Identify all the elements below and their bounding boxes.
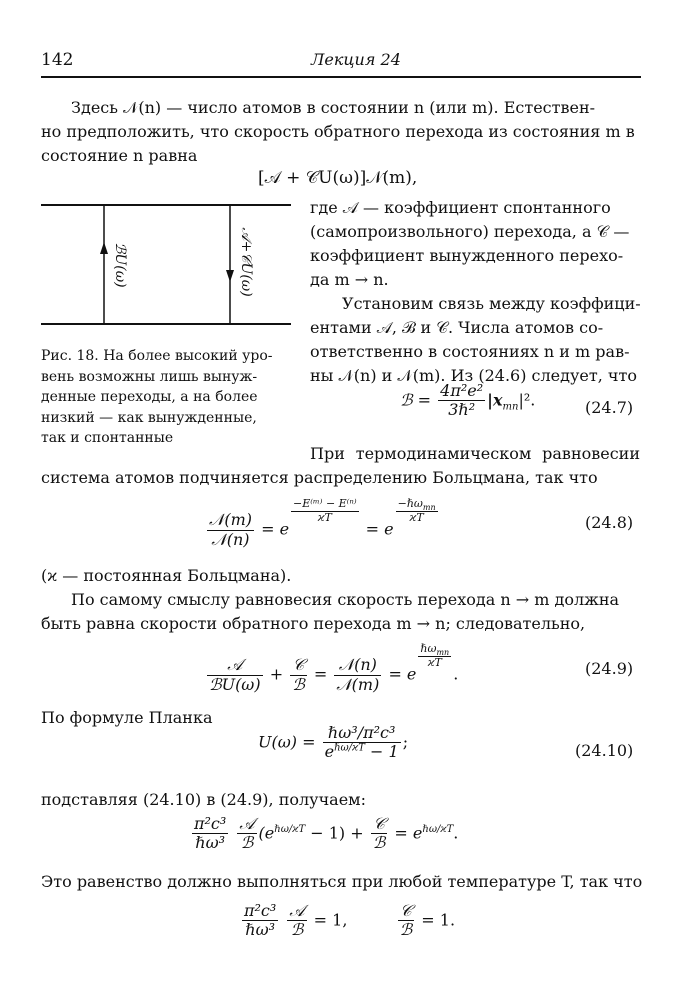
eq-24-9-f1-den: ℬU(ω) — [209, 674, 261, 694]
eq-24-9-dot: . — [453, 664, 459, 684]
eq-final-frac-3 — [398, 902, 415, 940]
caption-line: Рис. 18. На более высокий уро- — [41, 348, 273, 364]
caption-line: денные переходы, а на более — [41, 389, 258, 405]
eq-comb-frac-2 — [237, 815, 256, 853]
eq-24-9-f3-num: 𝒩(n) — [338, 655, 377, 675]
eq-24-8-eq2: = e — [365, 519, 394, 539]
eq-comb-f3-num: 𝒞 — [373, 814, 385, 833]
eq-24-8-exp1-num: −E⁽ᵐ⁾ − E⁽ⁿ⁾ — [293, 497, 357, 510]
eq-24-10-num: ℏω³/π²c³ — [327, 723, 396, 742]
page-number: 142 — [41, 50, 74, 70]
label-down-transition — [238, 227, 254, 296]
side-line: Установим связь между коэффици- — [342, 294, 641, 313]
side-line: ентами 𝒜, ℬ и 𝒞. Числа атомов со- — [310, 318, 604, 337]
eq-final-eq1: = 1, — [313, 910, 348, 930]
arrow-up-head — [100, 242, 108, 254]
eq-comb-f1-den: ℏω³ — [192, 833, 228, 852]
eq-24-8-exp1-num-text: E⁽ᵐ⁾ − E⁽ⁿ⁾ — [302, 497, 357, 510]
kappa-note: (ϰ — постоянная Больцмана). — [41, 566, 292, 585]
eq-24-7-den: 3ℏ² — [438, 400, 485, 419]
eq-24-8-exp2-num-text: ℏω — [406, 497, 423, 510]
eq-24-9-frac-3 — [334, 656, 381, 694]
eq-final-f2-num: 𝒜 — [289, 901, 305, 920]
equation-combined — [190, 815, 458, 853]
header-rule — [41, 76, 641, 78]
eq-24-9-exp — [418, 643, 451, 669]
eq-final-frac-1 — [242, 902, 278, 940]
eq-comb-f3-den: ℬ — [372, 833, 386, 853]
eq-24-8-num: 𝒩(m) — [209, 510, 252, 530]
eq-24-7-rest: |x — [487, 390, 503, 410]
eq-final-eq2: = 1. — [421, 910, 456, 930]
eq-24-7-tail: |². — [518, 390, 536, 410]
eq-24-9-number: (24.9) — [585, 659, 634, 678]
equilibrium-line-2: быть равна скорости обратного перехода m → n; следовательно, — [41, 614, 586, 633]
eq-24-8-den: 𝒩(n) — [207, 530, 254, 549]
eq-24-9-plus: + — [269, 664, 284, 684]
boltzmann-line-1: При термодинамическом равновесии — [310, 444, 640, 463]
side-line: где 𝒜 — коэффициент спонтанного — [310, 198, 611, 217]
caption-line: вень возможны лишь вынуж- — [41, 368, 258, 385]
eq-comb-f1-num: π²c³ — [194, 814, 227, 833]
eq-24-9-exp-sub: mn — [436, 648, 450, 658]
eq-24-9-frac-1 — [207, 656, 263, 694]
eq-comb-dot: . — [453, 823, 459, 843]
eq-24-10-semi: ; — [402, 732, 409, 752]
eq-24-9-eq2: = e — [388, 664, 417, 684]
caption-line: так и спонтанные — [41, 430, 174, 446]
side-line: (самопроизвольного) перехода, а 𝒞 — — [310, 222, 630, 241]
side-line: да m → n. — [310, 270, 389, 289]
equation-24-7 — [400, 382, 535, 420]
eq-24-10-fraction — [323, 724, 401, 762]
eq-final-f1-den: ℏω³ — [242, 920, 278, 939]
eq-comb-mid-tail: − 1) + — [310, 823, 364, 843]
eq-24-8-exp2 — [396, 498, 438, 524]
eq-comb-frac-3 — [371, 815, 388, 853]
label-up-text: ℬU(ω) — [112, 242, 128, 288]
equation-24-8 — [205, 498, 440, 549]
eq-24-10-den — [323, 742, 401, 761]
boltzmann-line-2: система атомов подчиняется распределению Больцмана, так что — [41, 468, 598, 487]
inline-equation: [𝒜 + 𝒞U(ω)]𝒩(m), — [258, 168, 418, 188]
eq-comb-mid: (e — [258, 823, 275, 843]
eq-final-f1-num: π²c³ — [244, 901, 277, 920]
eq-24-9-f3-den: 𝒩(m) — [336, 674, 380, 694]
side-line: ны 𝒩(n) и 𝒩(m). Из (24.6) следует, что — [310, 366, 637, 385]
final-text: Это равенство должно выполняться при любой температуре T, так что — [41, 872, 643, 891]
eq-24-7-number: (24.7) — [585, 398, 634, 417]
eq-24-7-lhs: ℬ = — [400, 390, 432, 410]
eq-24-10-lhs: U(ω) = — [258, 732, 316, 752]
eq-comb-rhs: = e — [394, 823, 423, 843]
equation-24-10 — [258, 724, 408, 762]
intro-line-3: состояние n равна — [41, 146, 198, 165]
side-line: ответственно в состояниях n и m рав- — [310, 342, 630, 361]
side-line: коэффициент вынужденного перехо- — [310, 246, 624, 265]
label-down-text: 𝒜+𝒞U(ω) — [238, 227, 254, 297]
caption-line: низкий — как вынужденные, — [41, 409, 257, 426]
eq-24-9-f1-num: 𝒜 — [227, 655, 243, 675]
intro-line-2: но предположить, что скорость обратного перехода из состояния m в — [41, 122, 635, 141]
running-title: Лекция 24 — [311, 50, 401, 69]
figure-caption — [41, 346, 273, 449]
intro-line-1: Здесь 𝒩(n) — число атомов в состоянии n (или m). Естествен- — [71, 98, 596, 117]
eq-final-f2-den: ℬ — [287, 920, 306, 939]
side-text — [310, 196, 640, 388]
eq-24-10-number: (24.10) — [575, 741, 634, 760]
equation-24-9 — [205, 643, 458, 694]
eq-24-9-f2-den: ℬ — [292, 674, 305, 694]
equilibrium-line-1: По самому смыслу равновесия скорость перехода n → m должна — [71, 590, 620, 609]
eq-24-8-exp1-den: ϰT — [291, 511, 359, 525]
eq-comb-rhs-exp: ℏω/ϰT — [422, 824, 454, 836]
eq-24-10-den-base: e — [324, 742, 335, 762]
equation-final — [240, 902, 455, 940]
eq-24-8-exp2-sub: mn — [422, 503, 436, 513]
eq-comb-mid-exp: ℏω/ϰT — [274, 824, 306, 836]
eq-24-9-exp-den: ϰT — [418, 656, 451, 670]
eq-24-10-den-tail: − 1 — [370, 742, 399, 762]
eq-comb-f2-num: 𝒜 — [239, 814, 255, 833]
eq-24-9-exp-num-text: ℏω — [420, 642, 437, 655]
eq-24-9-f2-num: 𝒞 — [292, 655, 305, 675]
eq-24-9-exp-num — [418, 643, 451, 656]
eq-final-f3-num: 𝒞 — [400, 901, 412, 920]
planck-text: По формуле Планка — [41, 708, 213, 727]
eq-24-8-exp2-den: ϰT — [396, 511, 438, 525]
eq-24-8-exp1 — [291, 498, 359, 524]
eq-comb-f2-den: ℬ — [237, 833, 256, 852]
eq-24-8-eq1: = e — [261, 519, 290, 539]
eq-24-8-exp2-num: −ℏω$_{mn}$ — [397, 497, 436, 513]
eq-24-10-den-exp: ℏω/ϰT — [334, 743, 365, 755]
eq-24-7-fraction — [438, 382, 485, 420]
eq-24-9-frac-2 — [290, 656, 307, 694]
substitution-text: подставляя (24.10) в (24.9), получаем: — [41, 790, 366, 809]
arrow-down-head — [226, 270, 234, 282]
eq-24-7-num: 4π²e² — [440, 381, 484, 400]
eq-24-9-eq: = — [313, 664, 328, 684]
eq-comb-frac-1 — [192, 815, 228, 853]
label-up-transition — [112, 242, 128, 287]
eq-24-8-fraction — [207, 511, 254, 549]
eq-final-f3-den: ℬ — [399, 920, 413, 940]
eq-final-frac-2 — [287, 902, 306, 940]
eq-24-8-number: (24.8) — [585, 513, 634, 532]
eq-24-7-sub: mn — [502, 401, 519, 413]
